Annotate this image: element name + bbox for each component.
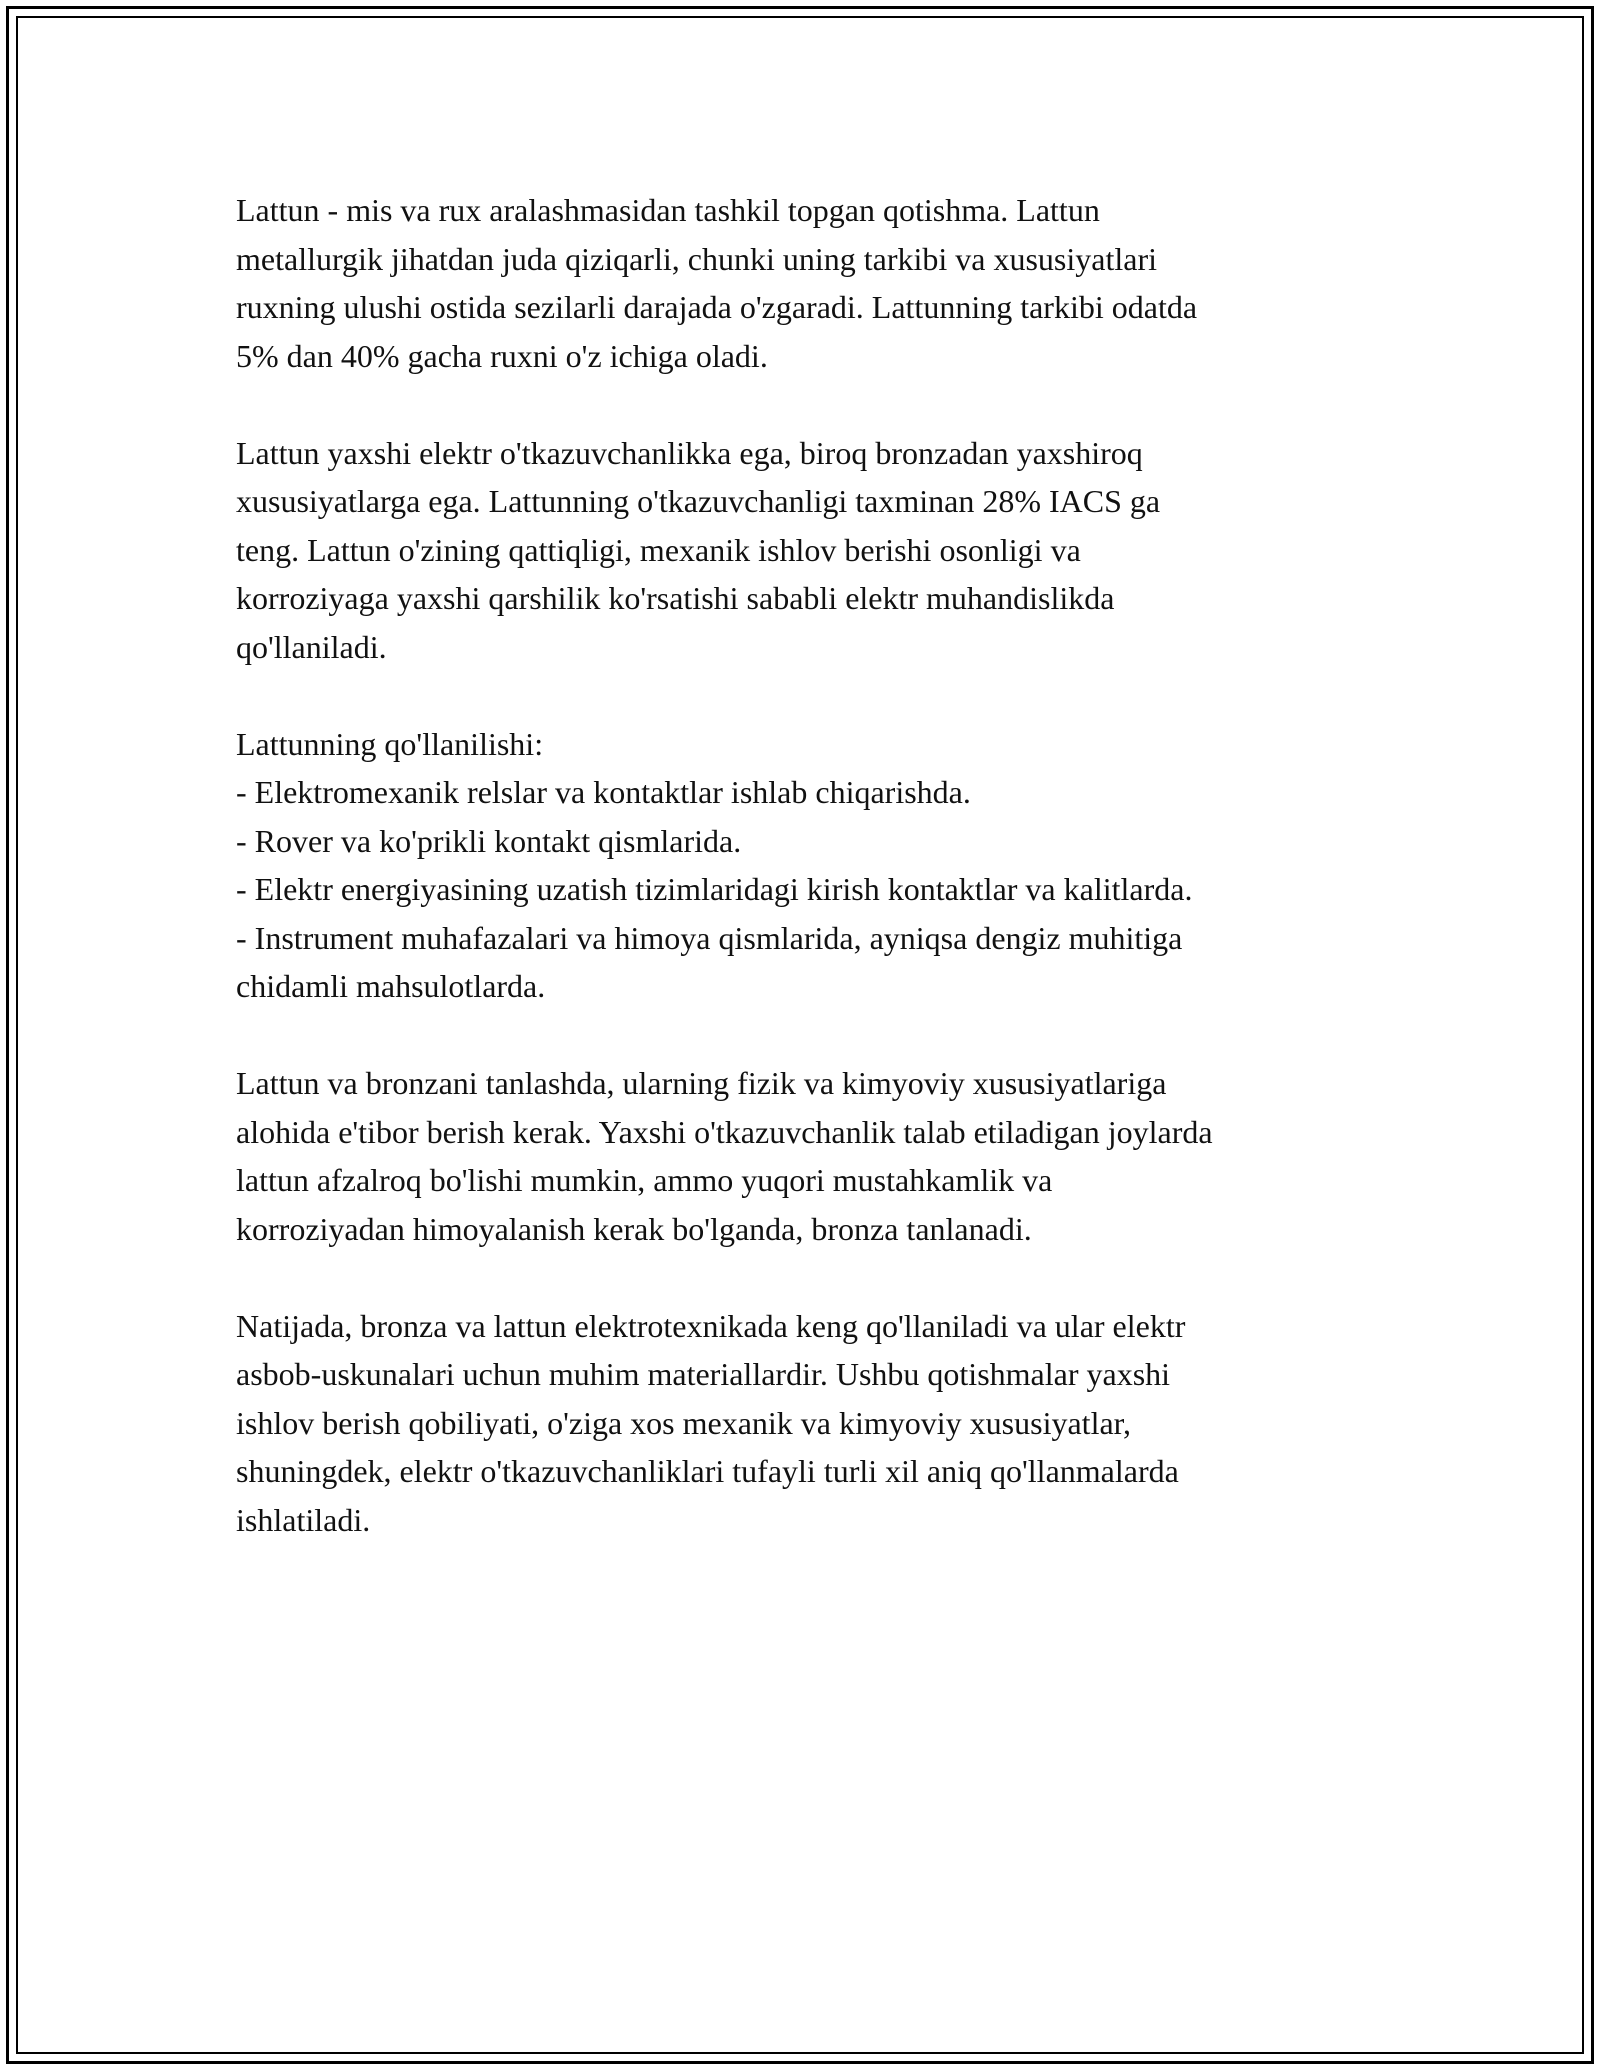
paragraph-brass-definition: Lattun - mis va rux aralashmasidan tashkil topgan qotishma. Lattun metallurgik jihatdan juda qiziqarli, chunki uning tarkibi va xususiyatlari ruxning ulushi ostida sezilarli darajada o'zgaradi. Lattunning tarkibi odatda 5% dan 40% gacha ruxni o'z ichiga oladi. bbox=[236, 192, 1198, 374]
paragraph-material-selection: Lattun va bronzani tanlashda, ularning fizik va kimyoviy xususiyatlariga alohida e'tibor berish kerak. Yaxshi o'tkazuvchanlik talab etiladigan joylarda lattun afzalroq bo'lishi mumkin, ammo yuqori mustahkamlik va korroziyadan himoyalanish kerak bo'lganda, bronza tanlanadi. bbox=[236, 1065, 1213, 1247]
paragraph-brass-conductivity: Lattun yaxshi elektr o'tkazuvchanlikka ega, biroq bronzadan yaxshiroq xususiyatlarga ega. Lattunning o'tkazuvchanligi taxminan 28% IACS ga teng. Lattun o'zining qattiqligi, mexanik ishlov berishi osonligi va korroziyaga yaxshi qarshilik ko'rsatishi sababli elektr muhandislikda qo'llaniladi. bbox=[236, 434, 1161, 665]
paragraph-conclusion: Natijada, bronza va lattun elektrotexnikada keng qo'llaniladi va ular elektr asbob-uskunalari uchun muhim materiallardir. Ushbu qotishmalar yaxshi ishlov berish qobiliyati, o'ziga xos mexanik va kimyoviy xususiyatlar, shuningdek, elektr o'tkazuvchanliklari tufayli turli xil aniq qo'llanmalarda ishlatiladi. bbox=[236, 1307, 1186, 1538]
paragraph-brass-applications: Lattunning qo'llanilishi: - Elektromexanik relslar va kontaktlar ishlab chiqarishda. - Rover va ko'prikli kontakt qismlarida. - Elektr energiyasining uzatish tizimlaridagi kirish kontaktlar va kalitlarda. - Instrument muhafazalari va himoya qismlarida, ayniqsa dengiz muhitiga chidamli mahsulotlarda. bbox=[236, 725, 1193, 1004]
document-body bbox=[236, 186, 1386, 1544]
